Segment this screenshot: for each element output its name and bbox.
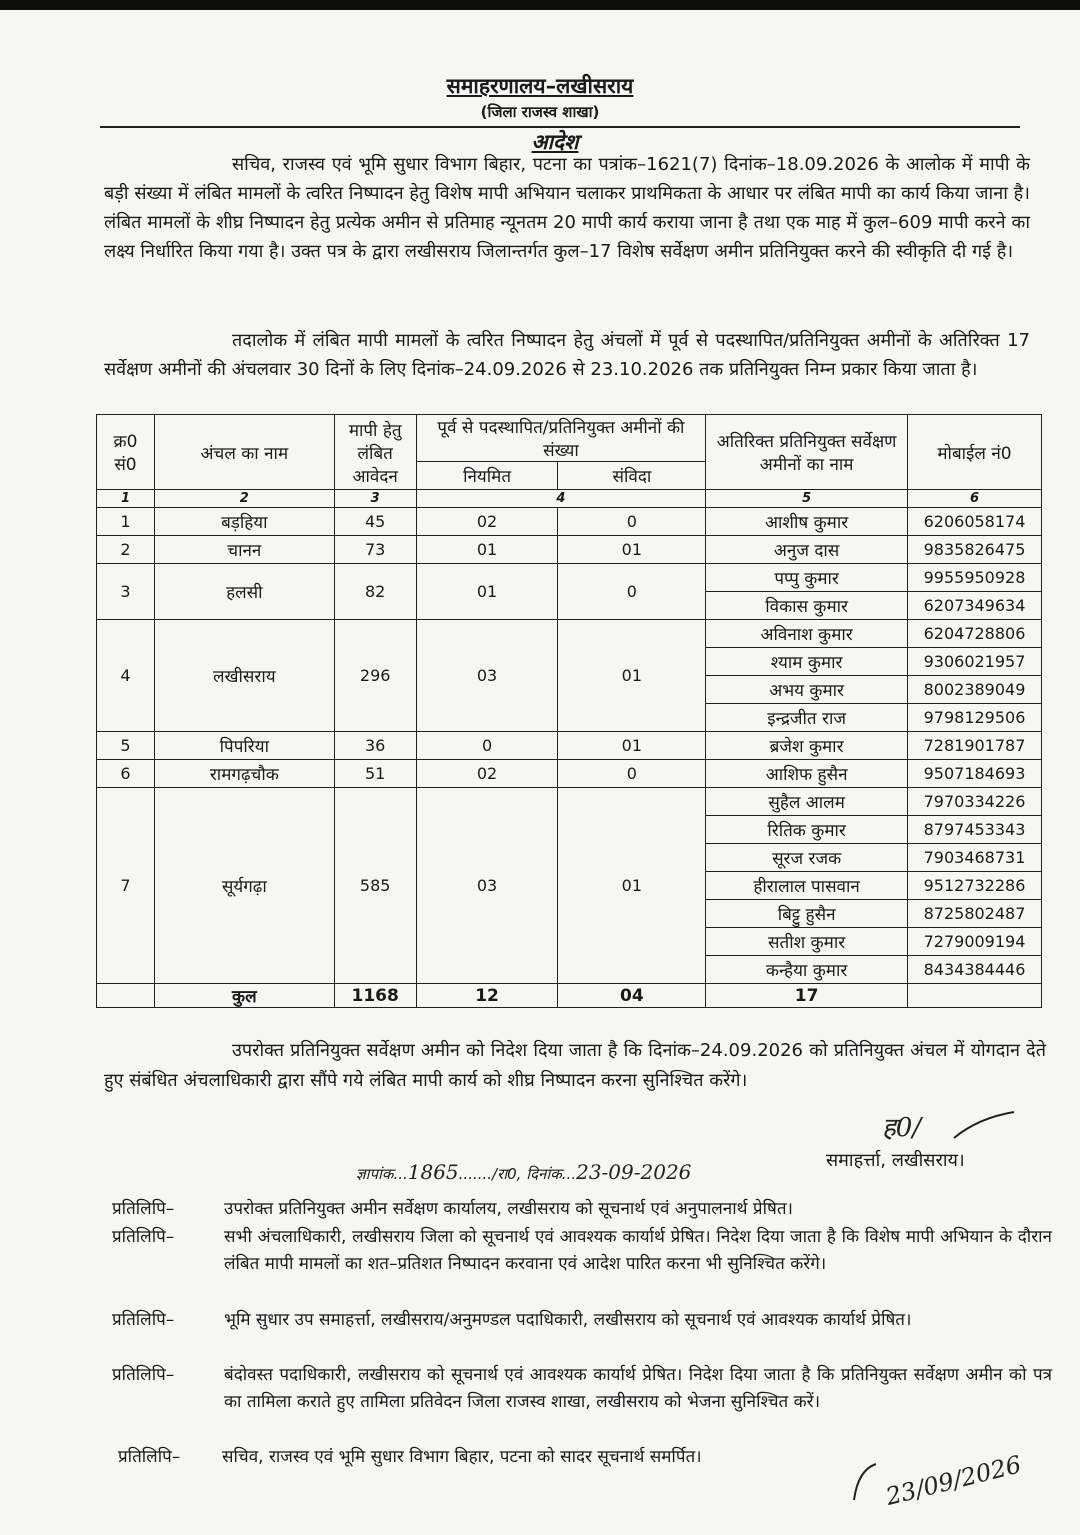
cell-pending: 82 bbox=[334, 564, 416, 620]
cell-mobile: 6204728806 bbox=[907, 620, 1041, 648]
cell-mobile: 7903468731 bbox=[907, 844, 1041, 872]
cell-sno: 7 bbox=[97, 788, 155, 984]
cell-amin-name: सतीश कुमार bbox=[706, 928, 908, 956]
cell-mobile: 8002389049 bbox=[907, 676, 1041, 704]
cell-sno: 4 bbox=[97, 620, 155, 732]
collector-signature bbox=[880, 1108, 1020, 1152]
cell-mobile: 7281901787 bbox=[907, 732, 1041, 760]
cell-amin-name: कन्हैया कुमार bbox=[706, 956, 908, 984]
col-header-mobile: मोबाईल नं0 bbox=[907, 415, 1041, 490]
office-title: समाहरणालय–लखीसराय bbox=[446, 74, 634, 98]
cell-anchal: बड़हिया bbox=[154, 508, 334, 536]
cell-mobile: 6206058174 bbox=[907, 508, 1041, 536]
col-index: 4 bbox=[416, 490, 706, 508]
cell-pending: 45 bbox=[334, 508, 416, 536]
col-header-regular: नियमित bbox=[416, 462, 558, 490]
total-regular: 12 bbox=[416, 984, 558, 1008]
table-row bbox=[97, 788, 1042, 816]
memo-prefix: ज्ञापांक bbox=[356, 1165, 394, 1183]
cell-contract: 01 bbox=[558, 536, 706, 564]
table-body bbox=[97, 508, 1042, 984]
cell-amin-name: आशिफ हुसैन bbox=[706, 760, 908, 788]
document-page bbox=[0, 10, 1080, 1535]
cell-regular: 03 bbox=[416, 788, 558, 984]
memo-mid: /रा0, दिनांक bbox=[492, 1165, 562, 1183]
table-row bbox=[97, 732, 1042, 760]
cell-mobile: 8434384446 bbox=[907, 956, 1041, 984]
cell-mobile: 9835826475 bbox=[907, 536, 1041, 564]
handwritten-initial-date bbox=[848, 1430, 1048, 1514]
cell-amin-name: विकास कुमार bbox=[706, 592, 908, 620]
office-section: (जिला राजस्व शाखा) bbox=[480, 103, 600, 121]
order-paragraph-1: सचिव, राजस्व एवं भूमि सुधार विभाग बिहार, पटना का पत्रांक–1621(7) दिनांक–18.09.2026 के आलोक में मापी के बड़ी संख्या में लंबित मामलों के त्वरित निष्पादन हेतु विशेष मापी अभियान चलाकर प्राथमिकता के आधार पर लंबित मापी का कार्य किया जाना है। लंबित मामलों के शीघ्र निष्पादन हेतु प्रत्येक अमीन से प्रतिमाह न्यूनतम 20 मापी कार्य कराया जाना है तथा एक माह में कुल–609 मापी करने का लक्ष्य निर्धारित किया गया है। उक्त पत्र के द्वारा लखीसराय जिलान्तर्गत कुल–17 विशेष सर्वेक्षण अमीन प्रतिनियुक्त करने की स्वीकृति दी गई है। bbox=[104, 154, 1030, 262]
cell-regular: 02 bbox=[416, 760, 558, 788]
cell-amin-name: श्याम कुमार bbox=[706, 648, 908, 676]
cell-contract: 01 bbox=[558, 732, 706, 760]
cell-anchal: लखीसराय bbox=[154, 620, 334, 732]
cell-pending: 73 bbox=[334, 536, 416, 564]
cell-amin-name: रितिक कुमार bbox=[706, 816, 908, 844]
copy-line bbox=[112, 1224, 1052, 1278]
cell-amin-name: सुहैल आलम bbox=[706, 788, 908, 816]
total-row bbox=[97, 984, 1042, 1008]
cell-amin-name: अविनाश कुमार bbox=[706, 620, 908, 648]
cell-regular: 01 bbox=[416, 564, 558, 620]
cell-regular: 03 bbox=[416, 620, 558, 732]
copy-text: बंदोवस्त पदाधिकारी, लखीसराय को सूचनार्थ एवं आवश्यक कार्यार्थ प्रेषित। निदेश दिया जाता है कि प्रतिनियुक्त सर्वेक्षण अमीन को पत्र का तामिला कराते हुए तामिला प्रतिवेदन जिला राजस्व शाखा, लखीसराय को भेजना सुनिश्चित करें। bbox=[224, 1365, 1052, 1412]
col-index: 5 bbox=[706, 490, 908, 508]
copy-label: प्रतिलिपि– bbox=[112, 1365, 175, 1385]
copy-label: प्रतिलिपि– bbox=[118, 1447, 181, 1467]
copy-label: प्रतिलिपि– bbox=[112, 1227, 175, 1247]
memo-date: 23-09-2026 bbox=[576, 1160, 692, 1184]
cell-contract: 0 bbox=[558, 760, 706, 788]
cell-pending: 296 bbox=[334, 620, 416, 732]
cell-regular: 0 bbox=[416, 732, 558, 760]
cell-amin-name: पप्पु कुमार bbox=[706, 564, 908, 592]
cell-anchal: सूर्यगढ़ा bbox=[154, 788, 334, 984]
cell-pending: 585 bbox=[334, 788, 416, 984]
cell-mobile: 9798129506 bbox=[907, 704, 1041, 732]
cell-amin-name: इन्द्रजीत राज bbox=[706, 704, 908, 732]
cell-regular: 01 bbox=[416, 536, 558, 564]
photo-top-edge bbox=[0, 0, 1080, 10]
table-row bbox=[97, 760, 1042, 788]
cell-amin-name: अनुज दास bbox=[706, 536, 908, 564]
col-header-existing: पूर्व से पदस्थापित/प्रतिनियुक्त अमीनों की संख्या bbox=[416, 415, 706, 462]
copy-text: सभी अंचलाधिकारी, लखीसराय जिला को सूचनार्थ एवं आवश्यक कार्यार्थ प्रेषित। निदेश दिया जाता है कि विशेष मापी अभियान के दौरान लंबित मापी मामलों का शत–प्रतिशत निष्पादन करवाना एवं आदेश पारित करना भी सुनिश्चित करेंगे। bbox=[224, 1227, 1052, 1274]
cell-amin-name: ब्रजेश कुमार bbox=[706, 732, 908, 760]
copy-label: प्रतिलिपि– bbox=[112, 1310, 175, 1330]
memo-reference: ज्ञापांक...1865......./रा0, दिनांक...23-09-2026 bbox=[356, 1160, 692, 1184]
copy-line bbox=[112, 1196, 1052, 1223]
cell-anchal: रामगढ़चौक bbox=[154, 760, 334, 788]
copy-text: भूमि सुधार उप समाहर्त्ता, लखीसराय/अनुमण्डल पदाधिकारी, लखीसराय को सूचनार्थ एवं आवश्यक कार्यार्थ प्रेषित। bbox=[224, 1310, 912, 1330]
table-row bbox=[97, 508, 1042, 536]
collector-designation: समाहर्त्ता, लखीसराय। bbox=[826, 1150, 965, 1171]
col-index: 6 bbox=[907, 490, 1041, 508]
cell-amin-name: हीरालाल पासवान bbox=[706, 872, 908, 900]
cell-mobile: 8725802487 bbox=[907, 900, 1041, 928]
handwritten-date-text: 23/09/2026 bbox=[882, 1450, 1024, 1510]
copy-line bbox=[112, 1362, 1052, 1416]
cell-sno: 6 bbox=[97, 760, 155, 788]
cell-contract: 0 bbox=[558, 564, 706, 620]
copy-text: उपरोक्त प्रतिनियुक्त अमीन सर्वेक्षण कार्यालय, लखीसराय को सूचनार्थ एवं अनुपालनार्थ प्रेषित। bbox=[224, 1199, 793, 1219]
cell-contract: 01 bbox=[558, 788, 706, 984]
order-paragraph-2: तदालोक में लंबित मापी मामलों के त्वरित निष्पादन हेतु अंचलों में पूर्व से पदस्थापित/प्रतिनियुक्त अमीनों के अतिरिक्त 17 सर्वेक्षण अमीनों की अंचलवार 30 दिनों के लिए दिनांक–24.09.2026 से 23.10.2026 तक प्रतिनियुक्त निम्न प्रकार किया जाता है। bbox=[104, 330, 1030, 380]
cell-pending: 36 bbox=[334, 732, 416, 760]
cell-mobile: 6207349634 bbox=[907, 592, 1041, 620]
cell-amin-name: अभय कुमार bbox=[706, 676, 908, 704]
copy-line bbox=[112, 1307, 1052, 1334]
cell-sno: 1 bbox=[97, 508, 155, 536]
cell-contract: 01 bbox=[558, 620, 706, 732]
memo-number: 1865 bbox=[407, 1160, 459, 1184]
table-row bbox=[97, 536, 1042, 564]
cell-regular: 02 bbox=[416, 508, 558, 536]
total-label: कुल bbox=[154, 984, 334, 1008]
col-header-anchal: अंचल का नाम bbox=[154, 415, 334, 490]
order-paragraph-3: उपरोक्त प्रतिनियुक्त सर्वेक्षण अमीन को निदेश दिया जाता है कि दिनांक–24.09.2026 को प्रतिनियुक्त अंचल में योगदान देते हुए संबंधित अंचलाधिकारी द्वारा सौंपे गये लंबित मापी कार्य को शीघ्र निष्पादन करना सुनिश्चित करेंगे। bbox=[104, 1040, 1046, 1091]
cell-mobile: 8797453343 bbox=[907, 816, 1041, 844]
cell-anchal: पिपरिया bbox=[154, 732, 334, 760]
total-contract: 04 bbox=[558, 984, 706, 1008]
cell-mobile: 9955950928 bbox=[907, 564, 1041, 592]
order-title: आदेश bbox=[531, 130, 579, 154]
total-pending: 1168 bbox=[334, 984, 416, 1008]
cell-mobile: 9507184693 bbox=[907, 760, 1041, 788]
cell-sno: 2 bbox=[97, 536, 155, 564]
table-row bbox=[97, 564, 1042, 592]
cell-mobile: 9512732286 bbox=[907, 872, 1041, 900]
cell-amin-name: सूरज रजक bbox=[706, 844, 908, 872]
total-additional: 17 bbox=[706, 984, 908, 1008]
cell-mobile: 9306021957 bbox=[907, 648, 1041, 676]
col-header-sno: क्र0 सं0 bbox=[97, 415, 155, 490]
deployment-table bbox=[96, 414, 1042, 1008]
cell-anchal: चानन bbox=[154, 536, 334, 564]
col-header-pending: मापी हेतु लंबित आवेदन bbox=[334, 415, 416, 490]
table-row bbox=[97, 620, 1042, 648]
copy-text: सचिव, राजस्व एवं भूमि सुधार विभाग बिहार, पटना को सादर सूचनार्थ समर्पित। bbox=[222, 1447, 702, 1467]
cell-amin-name: बिट्टु हुसैन bbox=[706, 900, 908, 928]
cell-sno: 5 bbox=[97, 732, 155, 760]
cell-mobile: 7279009194 bbox=[907, 928, 1041, 956]
cell-contract: 0 bbox=[558, 508, 706, 536]
cell-amin-name: आशीष कुमार bbox=[706, 508, 908, 536]
col-header-additional: अतिरिक्त प्रतिनियुक्त सर्वेक्षण अमीनों का नाम bbox=[706, 415, 908, 490]
col-header-contract: संविदा bbox=[558, 462, 706, 490]
cell-anchal: हलसी bbox=[154, 564, 334, 620]
signature-text: ह0/ bbox=[882, 1113, 922, 1143]
col-index: 1 bbox=[97, 490, 155, 508]
cell-pending: 51 bbox=[334, 760, 416, 788]
col-index: 3 bbox=[334, 490, 416, 508]
cell-sno: 3 bbox=[97, 564, 155, 620]
col-index: 2 bbox=[154, 490, 334, 508]
copy-label: प्रतिलिपि– bbox=[112, 1199, 175, 1219]
cell-mobile: 7970334226 bbox=[907, 788, 1041, 816]
